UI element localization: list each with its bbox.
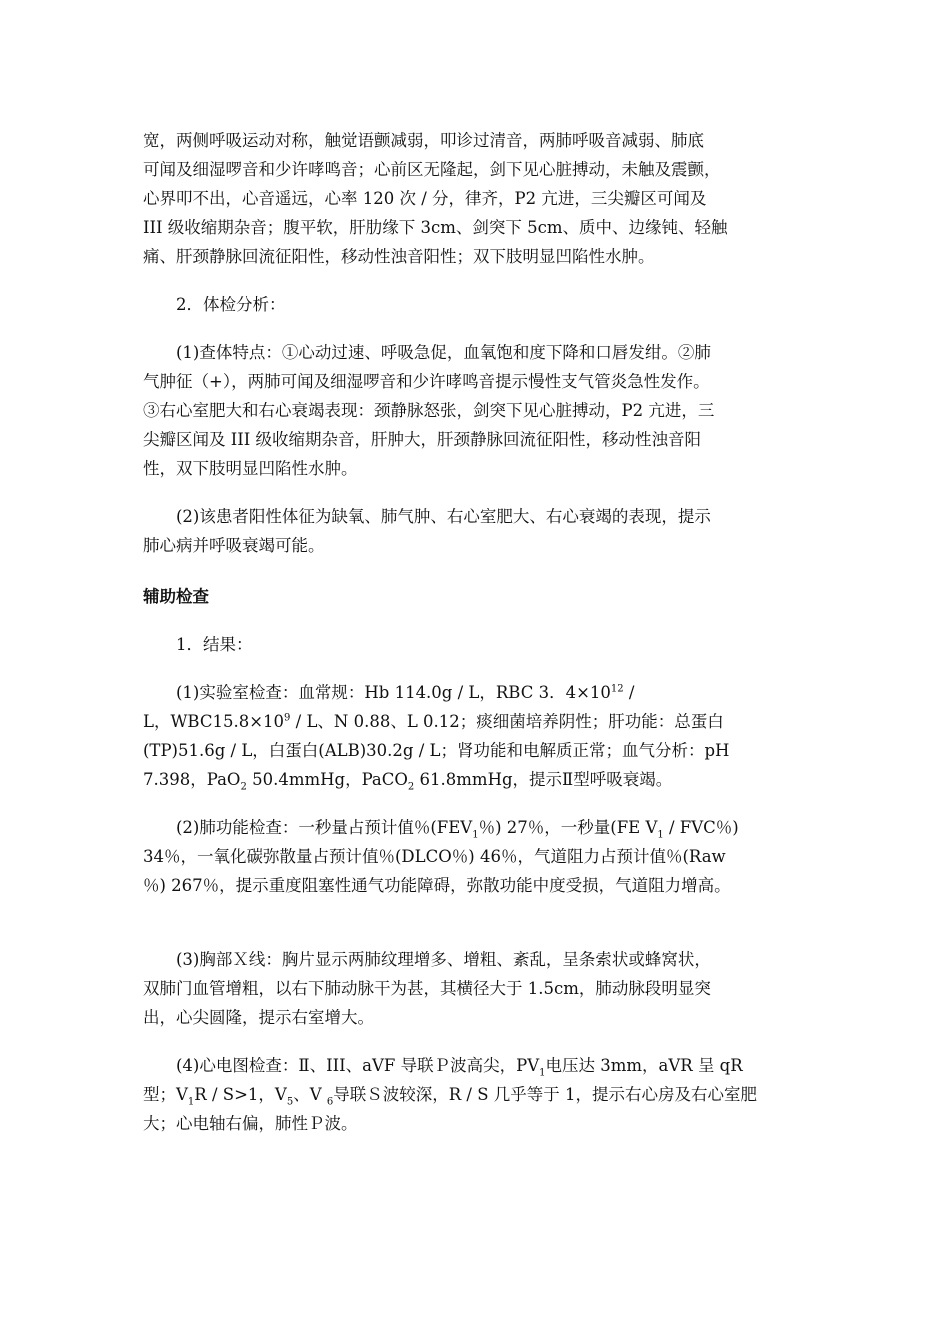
section-heading-aux-exam: 辅助检查: [143, 587, 209, 606]
text-line: (1)查体特点：①心动过速、呼吸急促，血氧饱和度下降和口唇发绀。②肺: [176, 343, 711, 362]
text-line: 34％，一氧化碳弥散量占预计值％(DLCO％) 46％，气道阻力占预计值％(Raw: [143, 847, 726, 866]
document-page: [143, 126, 823, 1138]
text-line: 肺心病并呼吸衰竭可能。: [143, 536, 325, 555]
text-line: 型；$V_1R / S>1$，$V_5$、V $_6$导联Ｓ波较深，R / S 几乎等于 1，提示右心房及右心室肥: [143, 1085, 757, 1108]
text-line: 性，双下肢明显凹陷性水肿。: [143, 459, 358, 478]
text-line: 出，心尖圆隆，提示右室增大。: [143, 1008, 374, 1027]
text-line: (1)实验室检查：血常规：Hb 114.0g / L，RBC 3．$4\times 10^{12}$ /: [176, 683, 635, 702]
text-line: 双肺门血管增粗，以右下肺动脉干为甚，其横径大于 1.5cm，肺动脉段明显突: [143, 979, 711, 998]
text-line: 痛、肝颈静脉回流征阳性，移动性浊音阳性；双下肢明显凹陷性水肿。: [143, 247, 655, 266]
exam-features-paragraph: [143, 338, 823, 483]
lab-exam-paragraph: [143, 678, 823, 794]
physical-exam-continuation: [143, 126, 823, 271]
results-item: 1．结果：: [176, 635, 253, 654]
text-line: 7.398，PaO$_2$ 50.4mmHg，PaCO$_2$ 61.8mmHg，提示Ⅱ型呼吸衰竭。: [143, 770, 673, 793]
text-line: 心界叩不出，心音遥远，心率 120 次 / 分，律齐，P2 亢进，三尖瓣区可闻及: [143, 189, 707, 208]
text-line: 大；心电轴右偏，肺性Ｐ波。: [143, 1114, 358, 1133]
text-line: 尖瓣区闻及 III 级收缩期杂音，肝肿大，肝颈静脉回流征阳性，移动性浊音阳: [143, 430, 702, 449]
text-line: ％) 267％，提示重度阻塞性通气功能障碍，弥散功能中度受损，气道阻力增高。: [143, 876, 731, 895]
text-line: (3)胸部Ｘ线：胸片显示两肺纹理增多、增粗、紊乱，呈条索状或蜂窝状，: [176, 950, 711, 969]
positive-signs-paragraph: [143, 502, 823, 560]
text-line: (2)肺功能检查：一秒量占预计值％($FEV_1$％) 27％，一秒量(FE $V_1$ / FVC％): [176, 818, 739, 841]
text-line: (4)心电图检查：Ⅱ、III、aVF 导联Ｐ波高尖，$PV_1$电压达 3mm，aVR 呈 qR: [176, 1056, 743, 1079]
text-line: ③右心室肥大和右心衰竭表现：颈静脉怒张，剑突下见心脏搏动，P2 亢进，三: [143, 401, 715, 420]
chest-xray-paragraph: [143, 945, 823, 1032]
text-line: 气肿征（+），两肺可闻及细湿啰音和少许哮鸣音提示慢性支气管炎急性发作。: [143, 372, 710, 391]
text-line: (TP)51.6g / L，白蛋白(ALB)30.2g / L；肾功能和电解质正常；血气分析：pH: [143, 741, 730, 760]
text-line: 宽，两侧呼吸运动对称，触觉语颤减弱，叩诊过清音，两肺呼吸音减弱、肺底: [143, 131, 704, 150]
text-line: 可闻及细湿啰音和少许哮鸣音；心前区无隆起，剑下见心脏搏动，未触及震颤，: [143, 160, 721, 179]
text-line: (2)该患者阳性体征为缺氧、肺气肿、右心室肥大、右心衰竭的表现，提示: [176, 507, 711, 526]
ecg-paragraph: [143, 1051, 823, 1138]
text-line: III 级收缩期杂音；腹平软，肝肋缘下 3cm、剑突下 5cm、质中、边缘钝、轻触: [143, 218, 728, 237]
text-line: L，$WBC15.8\times 10^9 / L$、N 0.88、L 0.12；痰细菌培养阴性；肝功能：总蛋白: [143, 712, 724, 731]
lung-function-paragraph: [143, 813, 823, 900]
exam-analysis-item: 2．体检分析：: [176, 295, 286, 314]
